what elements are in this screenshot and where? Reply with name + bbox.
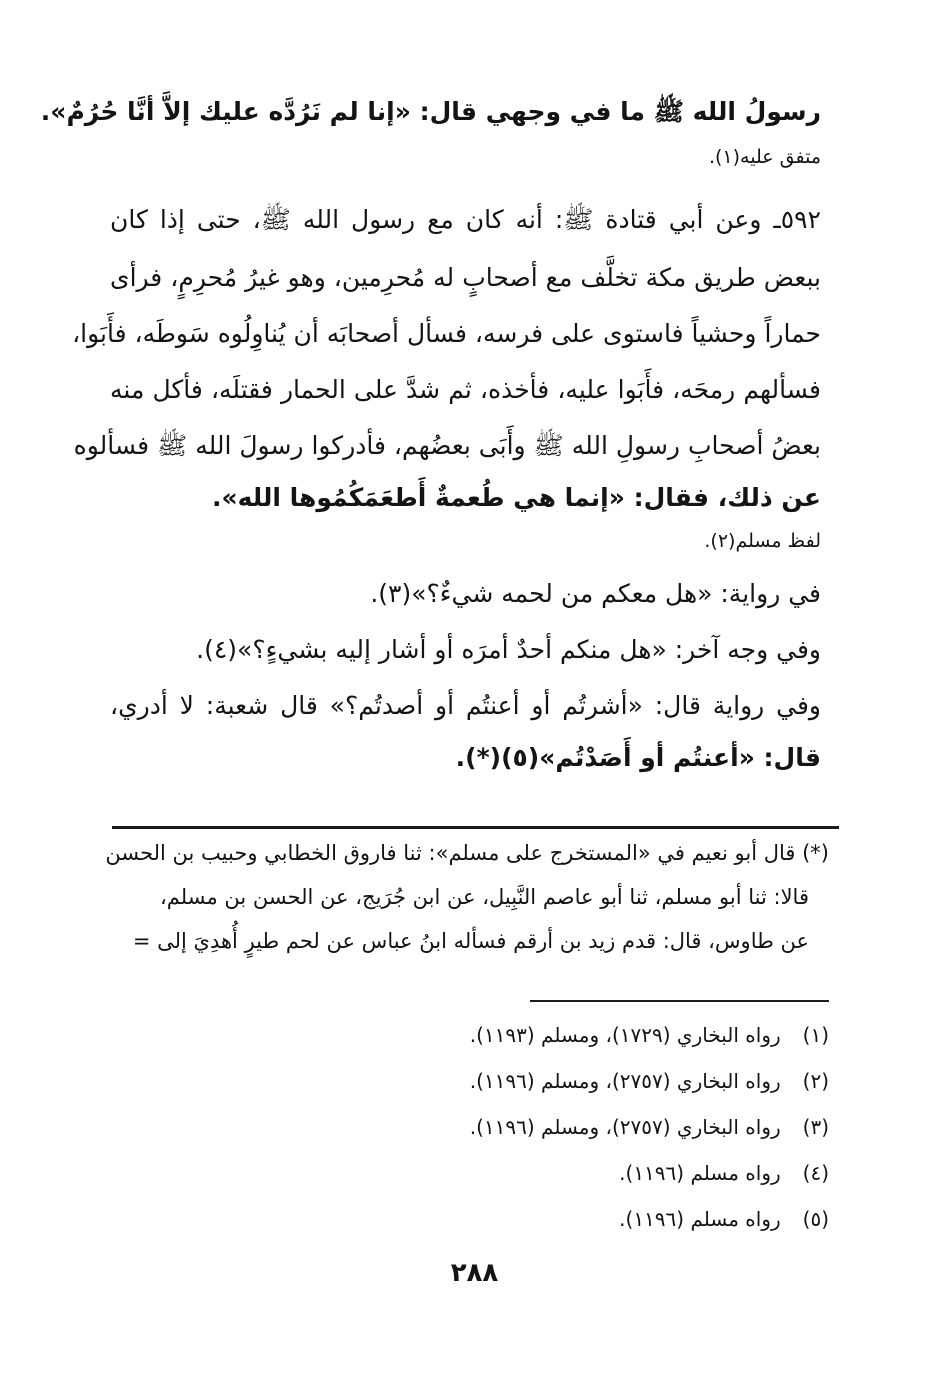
footnote-divider bbox=[530, 1000, 829, 1002]
footnote-number: (٤) bbox=[802, 1161, 829, 1185]
editor-note-line-2: قالا: ثنا أبو مسلم، ثنا أبو عاصم النَّبِيل، عن ابن جُرَيج، عن الحسن بن مسلم، bbox=[160, 885, 809, 909]
riwaya-line-4: قال: «أعنتُم أو أَصَدْتُم»(٥)(*). bbox=[455, 743, 821, 772]
footnote-item bbox=[470, 1066, 829, 1112]
footnote-text: رواه البخاري (٢٧٥٧)، ومسلم (١١٩٦). bbox=[469, 1069, 781, 1093]
hadith-592-line-6: عن ذلك، فقال: «إنما هي طُعمةٌ أَطعَمَكُمُوها الله». bbox=[211, 483, 821, 512]
page-number: ٢٨٨ bbox=[450, 1258, 499, 1288]
footnote-text: رواه البخاري (١٧٢٩)، ومسلم (١١٩٣). bbox=[469, 1023, 781, 1047]
hadith-592-line-2: ببعض طريق مكة تخلَّف مع أصحابٍ له مُحرِمين، وهو غيرُ مُحرِمٍ، فرأى bbox=[110, 263, 821, 292]
hadith-592-line-3: حماراً وحشياً فاستوى على فرسه، فسأل أصحابَه أن يُناوِلُوه سَوطَه، فأَبَوا، bbox=[72, 319, 821, 348]
hadith-592-line-5: بعضُ أصحابِ رسولِ الله ﷺ وأَبَى بعضُهم، فأدركوا رسولَ الله ﷺ فسألوه bbox=[73, 431, 821, 460]
text-line-1: رسولُ الله ﷺ ما في وجهي قال: «إنا لم نَرُدَّه عليك إلاَّ أنَّا حُرُمٌ». bbox=[40, 97, 821, 126]
footnote-number: (٣) bbox=[802, 1115, 829, 1139]
source-note-muslim: لفظ مسلم(٢). bbox=[704, 530, 821, 552]
footnote-item bbox=[470, 1204, 829, 1250]
footnote-number: (١) bbox=[802, 1023, 829, 1047]
riwaya-line-1: في رواية: «هل معكم من لحمه شيءٌ؟»(٣). bbox=[370, 579, 821, 608]
riwaya-line-3: وفي رواية قال: «أشرتُم أو أعنتُم أو أصدتُم؟» قال شعبة: لا أدري، bbox=[110, 691, 821, 720]
footnotes-list bbox=[470, 1020, 829, 1250]
editor-note-line-1: (*) قال أبو نعيم في «المستخرج على مسلم»: ثنا فاروق الخطابي وحبيب بن الحسن bbox=[105, 841, 829, 865]
footnote-text: رواه البخاري (٢٧٥٧)، ومسلم (١١٩٦). bbox=[469, 1115, 781, 1139]
footnote-item bbox=[470, 1158, 829, 1204]
footnote-number: (٢) bbox=[802, 1069, 829, 1093]
hadith-592-line-4: فسألهم رمحَه، فأَبَوا عليه، فأخذه، ثم شدَّ على الحمار فقتلَه، فأكل منه bbox=[110, 375, 821, 404]
footnote-text: رواه مسلم (١١٩٦). bbox=[619, 1207, 781, 1231]
footnote-text: رواه مسلم (١١٩٦). bbox=[619, 1161, 781, 1185]
footnote-number: (٥) bbox=[802, 1207, 829, 1231]
note-divider bbox=[112, 826, 839, 829]
footnote-item bbox=[470, 1112, 829, 1158]
footnote-item bbox=[470, 1020, 829, 1066]
hadith-592-line-1: ٥٩٢ـ وعن أبي قتادة ﷺ: أنه كان مع رسول الله ﷺ، حتى إذا كان bbox=[110, 205, 821, 234]
editor-note-line-3: عن طاوس، قال: قدم زيد بن أرقم فسأله ابنُ عباس عن لحم طيرٍ أُهدِيَ إلى = bbox=[132, 929, 809, 953]
source-note-agreed: متفق عليه(١). bbox=[708, 146, 821, 168]
riwaya-line-2: وفي وجه آخر: «هل منكم أحدٌ أمرَه أو أشار إليه بشيءٍ؟»(٤). bbox=[196, 635, 821, 664]
